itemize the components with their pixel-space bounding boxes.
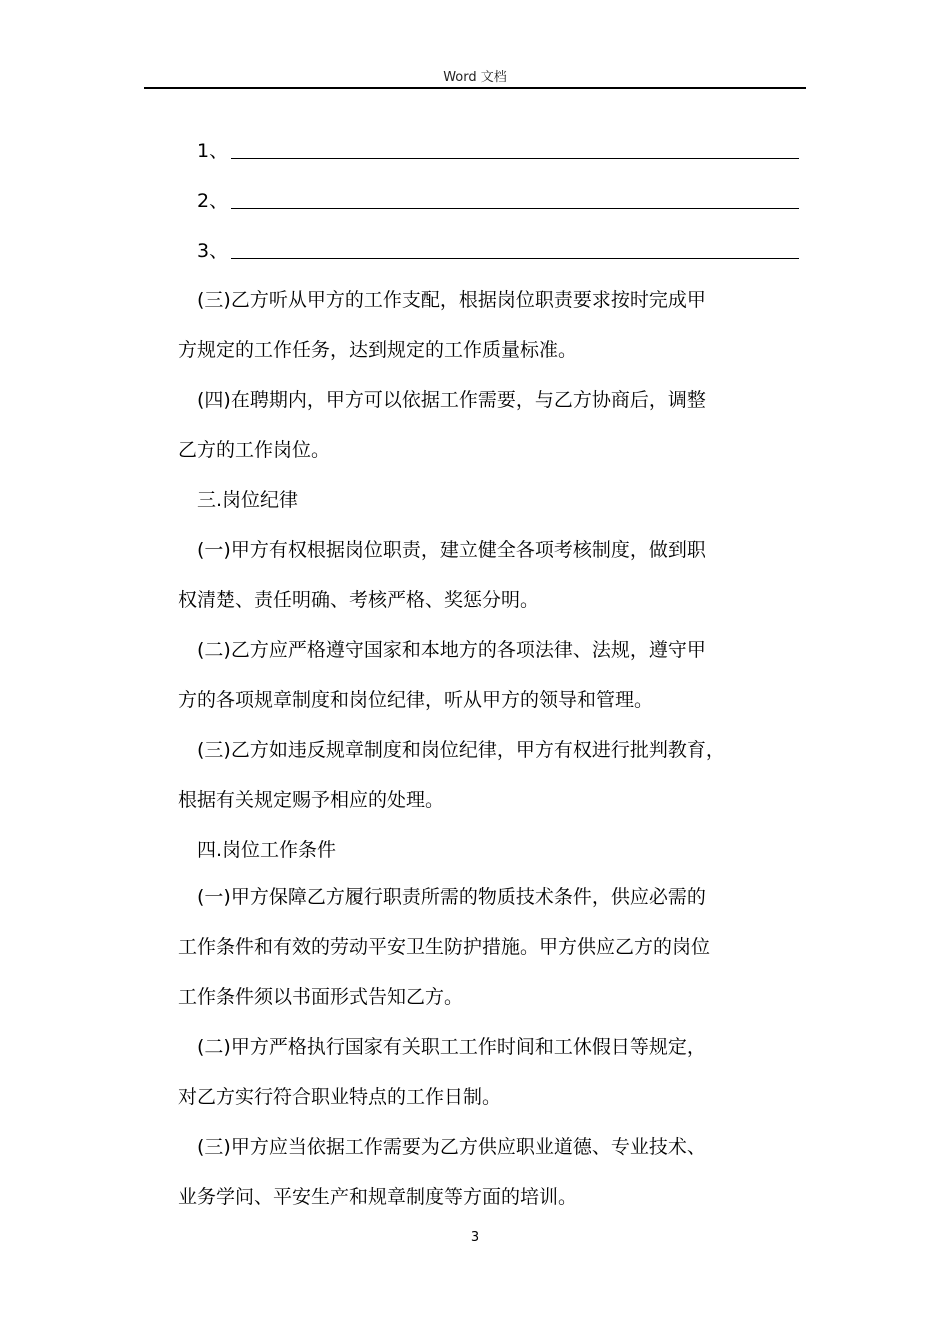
page-number: 3: [470, 1230, 480, 1245]
header-title: Word 文档: [443, 70, 507, 85]
paragraph-line: 根据有关规定赐予相应的处理。: [178, 789, 445, 811]
blank-underline: [231, 258, 799, 259]
header-divider: [144, 87, 806, 89]
paragraph-line: (三)甲方应当依据工作需要为乙方供应职业道德、专业技术、: [197, 1136, 706, 1158]
section-heading: 三.岗位纪律: [197, 489, 299, 511]
paragraph-line: (四)在聘期内，甲方可以依据工作需要，与乙方协商后，调整: [197, 389, 706, 411]
paragraph-line: (二)乙方应严格遵守国家和本地方的各项法律、法规，遵守甲: [197, 639, 706, 661]
paragraph-line: 权清楚、责任明确、考核严格、奖惩分明。: [178, 589, 540, 611]
paragraph-line: 对乙方实行符合职业特点的工作日制。: [178, 1086, 502, 1108]
paragraph-line: 方的各项规章制度和岗位纪律，听从甲方的领导和管理。: [178, 689, 654, 711]
paragraph-line: (二)甲方严格执行国家有关职工工作时间和工休假日等规定，: [197, 1036, 706, 1058]
paragraph-line: 业务学问、平安生产和规章制度等方面的培训。: [178, 1186, 578, 1208]
section-heading: 四.岗位工作条件: [197, 839, 337, 861]
paragraph-line: (一)甲方有权根据岗位职责，建立健全各项考核制度，做到职: [197, 539, 706, 561]
blank-underline: [231, 208, 799, 209]
blank-line-1: [197, 138, 799, 164]
paragraph-line: 方规定的工作任务，达到规定的工作质量标准。: [178, 339, 578, 361]
blank-label: 1、: [197, 140, 229, 162]
blank-line-2: [197, 188, 799, 214]
paragraph-line: 工作条件须以书面形式告知乙方。: [178, 986, 464, 1008]
paragraph-line: (一)甲方保障乙方履行职责所需的物质技术条件，供应必需的: [197, 886, 706, 908]
paragraph-line: (三)乙方听从甲方的工作支配，根据岗位职责要求按时完成甲: [197, 289, 706, 311]
paragraph-line: (三)乙方如违反规章制度和岗位纪律，甲方有权进行批判教育，: [197, 739, 725, 761]
paragraph-line: 乙方的工作岗位。: [178, 439, 331, 461]
paragraph-line: 工作条件和有效的劳动平安卫生防护措施。甲方供应乙方的岗位: [178, 936, 711, 958]
blank-label: 2、: [197, 190, 229, 212]
blank-underline: [231, 158, 799, 159]
blank-line-3: [197, 238, 799, 264]
blank-label: 3、: [197, 240, 229, 262]
